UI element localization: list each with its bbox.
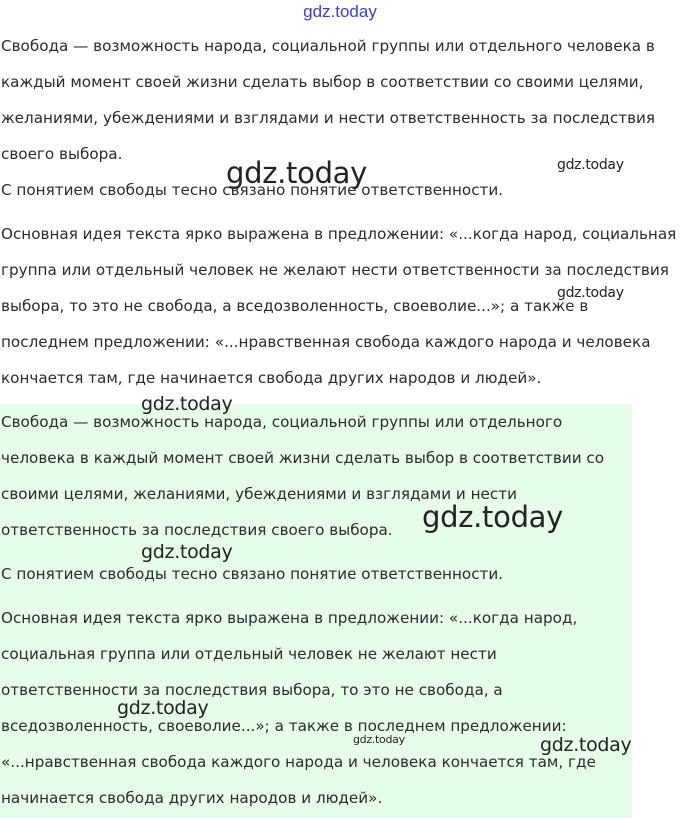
watermark: gdz.today [422, 500, 564, 534]
watermark: gdz.today [557, 285, 624, 301]
freedom-responsibility-note: С понятием свободы тесно связано понятие ответственности. [1, 565, 504, 583]
freedom-definition: Свобода — возможность народа, социальной группы или отдельного человека в каждый момент своей жизни сделать выбор в соответствии со своими целями, желаниями, убеждениями и взглядами и нести ответственность за последствия своего выбора. [1, 37, 656, 163]
freedom-definition: Свобода — возможность народа, социальной группы или отдельного человека в каждый момент своей жизни сделать выбор в соответствии со своими целями, желаниями, убеждениями и взглядами и нести ответственность за последствия своего выбора. [1, 413, 605, 539]
watermark: gdz.today [141, 541, 233, 563]
answer-block-original [0, 28, 680, 396]
freedom-responsibility-note: С понятием свободы тесно связано понятие ответственности. [1, 181, 504, 199]
watermark: gdz.today [141, 393, 233, 415]
watermark: gdz.today [117, 697, 209, 719]
text-main-idea: Основная идея текста ярко выражена в предложении: «...когда народ, социальная группа или отдельный человек не желают нести ответственности за последствия выбора, то это не свобода, а вседозволенность, своеволие...»; а также в последнем предложении: «...нравственная свобода каждого народа и человека кончается там, где начинается свобода других народов и людей». [1, 225, 677, 387]
answer-block-highlighted [0, 404, 632, 818]
watermark: gdz.today [226, 156, 368, 190]
watermark: gdz.today [353, 733, 405, 746]
site-link[interactable]: gdz.today [303, 2, 377, 21]
watermark: gdz.today [557, 157, 624, 173]
text-main-idea: Основная идея текста ярко выражена в предложении: «...когда народ, социальная группа или отдельный человек не желают нести ответственности за последствия выбора, то это не свобода, а вседозволенность, своеволие...»; а также в последнем предложении: «...нравственная свобода каждого народа и человека кончается там, где начинается свобода других народов и людей». [1, 609, 596, 807]
watermark: gdz.today [540, 734, 632, 756]
